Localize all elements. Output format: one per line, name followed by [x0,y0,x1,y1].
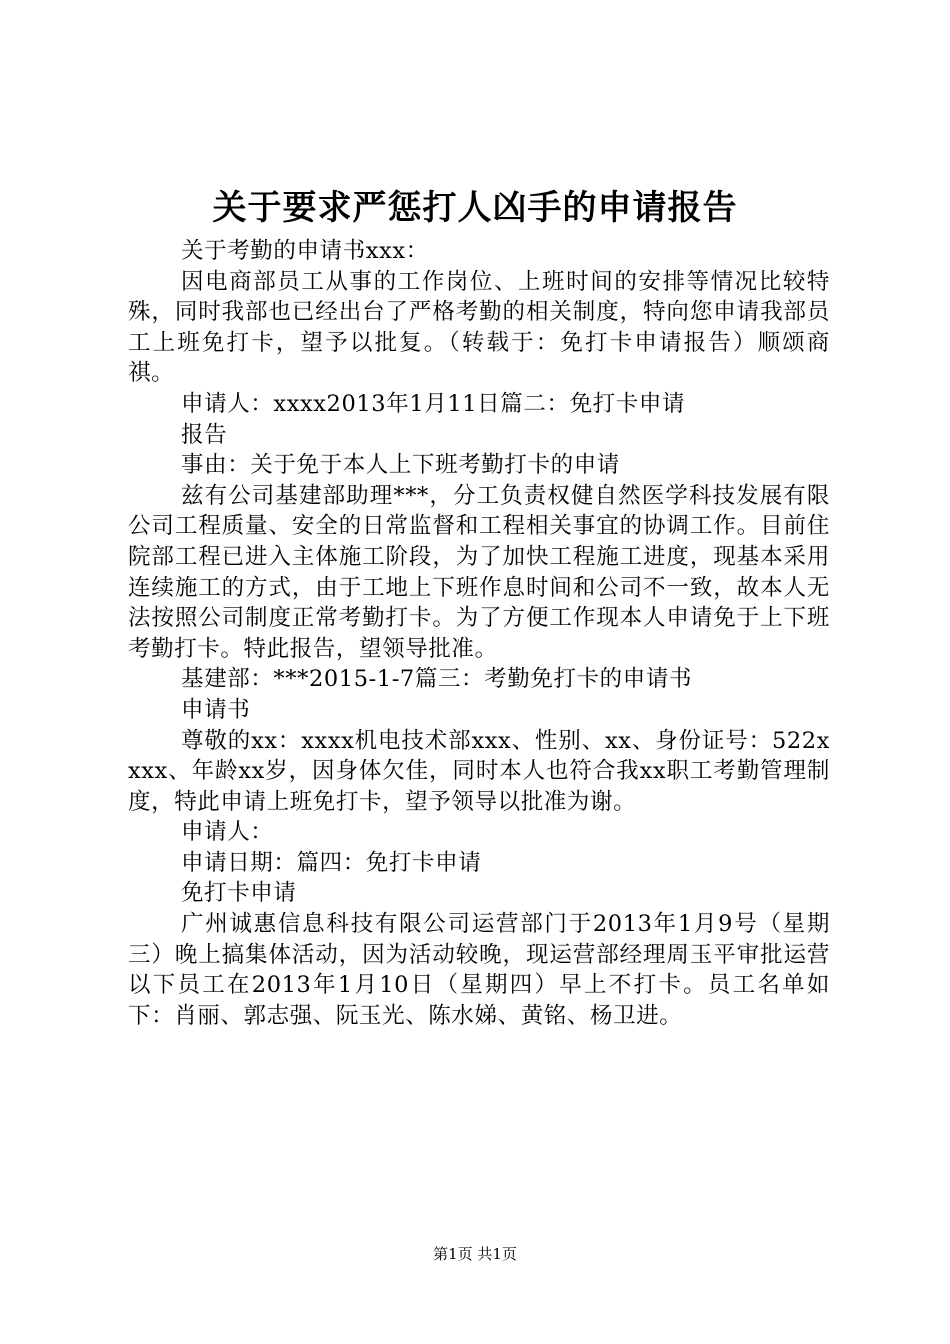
paragraph-7: 基建部：***2015-1-7篇三：考勤免打卡的申请书 [181,666,693,693]
document-title: 关于要求严惩打人凶手的申请报告 [212,188,738,228]
paragraph-3: 申请人：xxxx2013年1月11日篇二：免打卡申请 [181,390,686,417]
paragraph-12: 免打卡申请 [181,880,297,907]
paragraph-13: 广州诚惠信息科技有限公司运营部门于2013年1月9号（星期三）晚上搞集体活动，因为活动较晚，现运营部经理周玉平审批运营以下员工在2013年1月10日（星期四）早上不打卡。员工名单如下：肖丽、郭志强、阮玉光、陈水娣、黄铭、杨卫进。 [128,911,830,1029]
paragraph-2: 因电商部员工从事的工作岗位、上班时间的安排等情况比较特殊，同时我部也已经出台了严格考勤的相关制度，特向您申请我部员工上班免打卡，望予以批复。（转载于：免打卡申请报告）顺颂商祺。 [128,268,830,387]
document-body [128,236,830,1031]
paragraph-8: 申请书 [181,696,251,723]
paragraph-10: 申请人： [181,819,274,846]
paragraph-1: 关于考勤的申请书xxx： [181,238,429,264]
paragraph-5: 事由：关于免于本人上下班考勤打卡的申请 [181,452,620,479]
paragraph-6: 兹有公司基建部助理***，分工负责权健自然医学科技发展有限公司工程质量、安全的日常监督和工程相关事宜的协调工作。目前住院部工程已进入主体施工阶段，为了加快工程施工进度，现基本采用连续施工的方式，由于工地上下班作息时间和公司不一致，故本人无法按照公司制度正常考勤打卡。为了方便工作现本人申请免于上下班考勤打卡。特此报告，望领导批准。 [128,482,830,662]
page-footer: 第1页 共1页 [433,1245,517,1263]
paragraph-11: 申请日期：篇四：免打卡申请 [181,849,482,876]
paragraph-9: 尊敬的xx：xxxx机电技术部xxx、性别、xx、身份证号：522xxxx、年龄xx岁，因身体欠佳，同时本人也符合我xx职工考勤管理制度，特此申请上班免打卡，望予领导以批准为谢。 [128,727,830,815]
paragraph-4: 报告 [181,421,228,448]
